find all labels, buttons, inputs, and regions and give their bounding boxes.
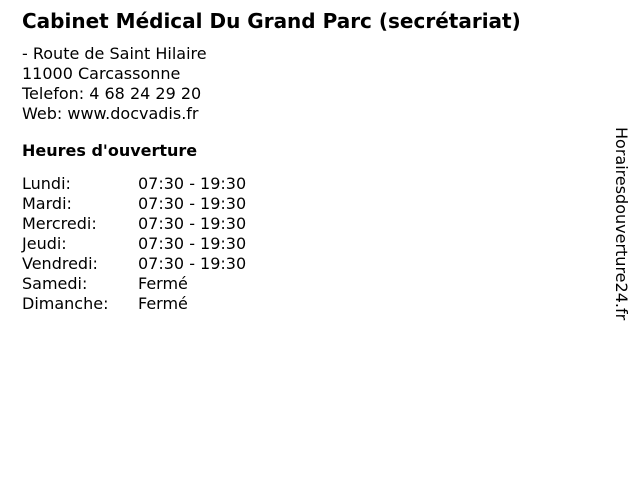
address-line-city: 11000 Carcassonne (22, 64, 181, 83)
hours-row (22, 214, 246, 234)
hours-row (22, 174, 246, 194)
day-hours: 07:30 - 19:30 (138, 214, 247, 233)
day-hours: Fermé (138, 294, 188, 313)
day-label: Mardi: (22, 194, 72, 213)
day-hours: 07:30 - 19:30 (138, 234, 247, 253)
address-line-street: - Route de Saint Hilaire (22, 44, 207, 63)
web-line (22, 104, 207, 124)
hours-row (22, 294, 246, 314)
day-hours: 07:30 - 19:30 (138, 254, 247, 273)
opening-hours-heading: Heures d'ouverture (22, 141, 198, 160)
day-hours: Fermé (138, 274, 188, 293)
day-label: Jeudi: (22, 234, 67, 253)
clinic-title: Cabinet Médical Du Grand Parc (secrétariat) (22, 9, 521, 33)
web-label: Web: (22, 104, 63, 123)
day-label: Vendredi: (22, 254, 98, 273)
day-label: Lundi: (22, 174, 71, 193)
hours-row (22, 234, 246, 254)
hours-row (22, 254, 246, 274)
watermark-text: Horairesdouverture24.fr (612, 127, 631, 321)
phone-line: Telefon: 4 68 24 29 20 (22, 84, 202, 103)
website-url[interactable]: www.docvadis.fr (67, 104, 199, 123)
day-hours: 07:30 - 19:30 (138, 174, 247, 193)
hours-row (22, 194, 246, 214)
opening-hours-table (22, 174, 246, 314)
day-hours: 07:30 - 19:30 (138, 194, 247, 213)
day-label: Mercredi: (22, 214, 97, 233)
hours-row (22, 274, 246, 294)
day-label: Samedi: (22, 274, 88, 293)
day-label: Dimanche: (22, 294, 109, 313)
clinic-contact-block (22, 44, 207, 124)
